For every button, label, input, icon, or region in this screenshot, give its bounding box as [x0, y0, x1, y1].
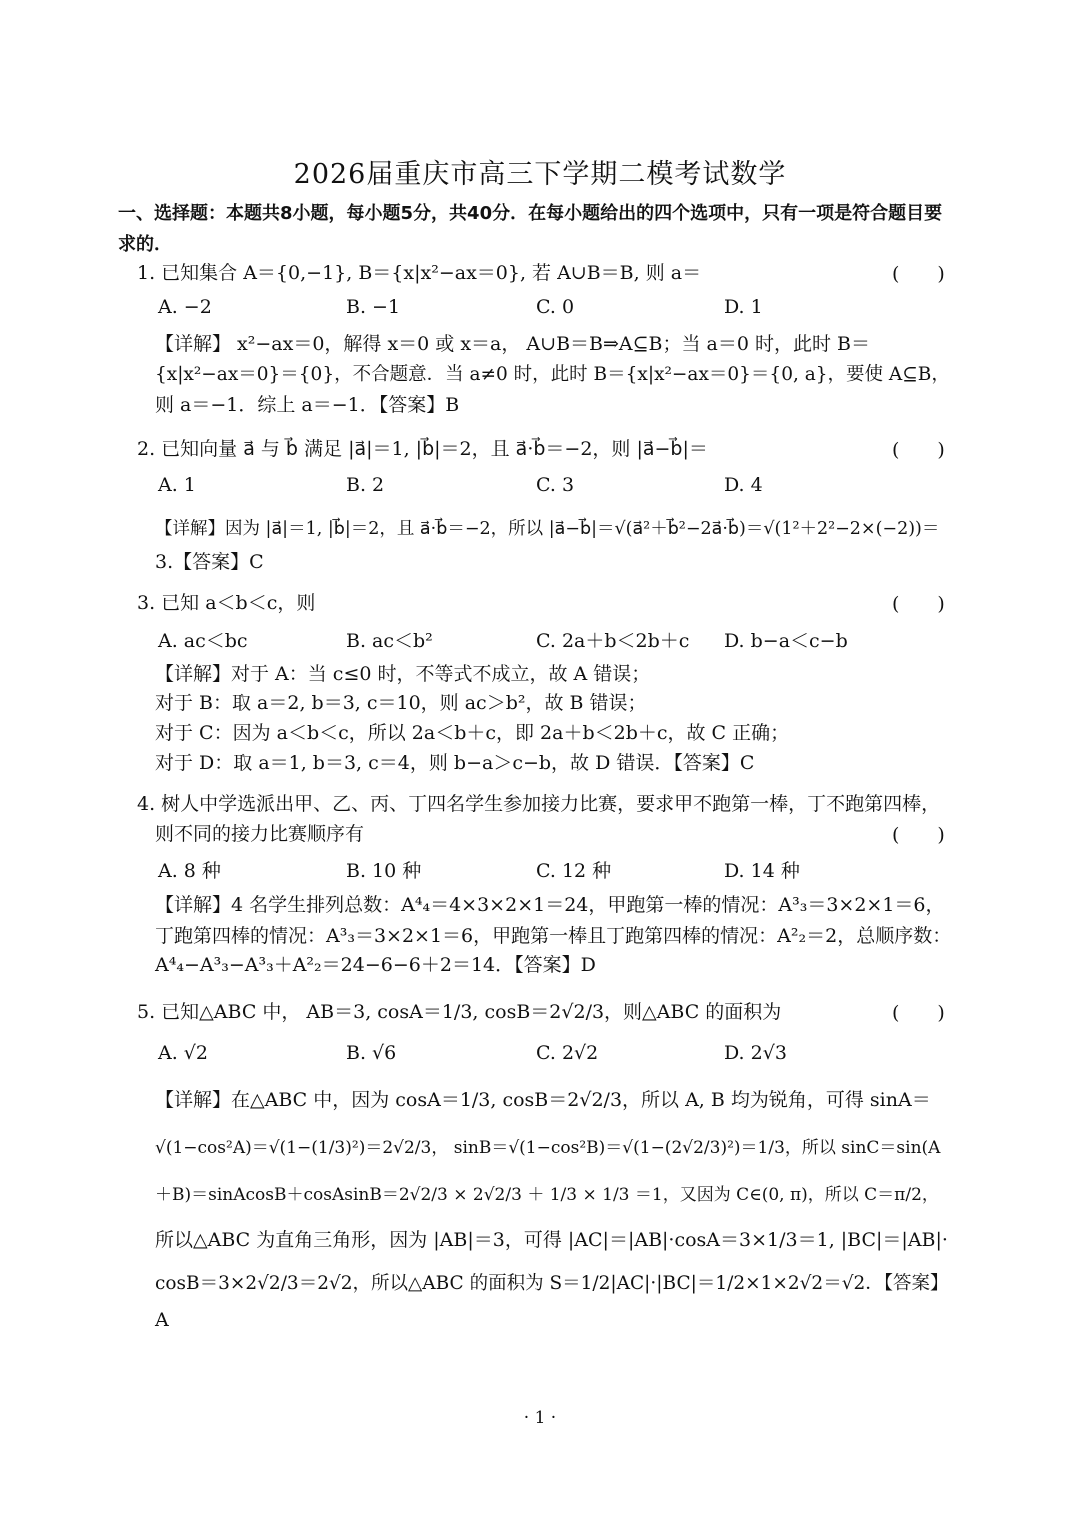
q3-answer-blank: ( ): [892, 593, 945, 615]
q3-explain-line: 对于 B：取 a＝2, b＝3, c＝10，则 ac＞b²，故 B 错误；: [155, 692, 647, 714]
q2-answer-blank: ( ): [892, 439, 945, 461]
q4-option-c: C. 12 种: [536, 860, 612, 882]
page-title: 2026届重庆市高三下学期二模考试数学: [293, 159, 787, 190]
q2-option-b: B. 2: [346, 474, 385, 496]
q5-explain-line: A: [155, 1309, 169, 1331]
q3-option-c: C. 2a＋b＜2b＋c: [536, 630, 690, 652]
q2-option-a: A. 1: [158, 474, 196, 496]
page-number: · 1 ·: [523, 1408, 557, 1428]
q3-stem: 3. 已知 a＜b＜c，则: [137, 592, 316, 614]
q5-explain-line: cosB＝3×2√2/3＝2√2，所以△ABC 的面积为 S＝1/2|AC|·|BC|＝1/2×1×2√2＝√2．【答案】: [155, 1273, 949, 1294]
q5-option-c: C. 2√2: [536, 1042, 599, 1064]
q4-option-d: D. 14 种: [724, 860, 800, 882]
q2-stem: 2. 已知向量 a⃗ 与 b⃗ 满足 |a⃗|＝1, |b⃗|＝2，且 a⃗·b⃗＝−2，则 |a⃗−b⃗|＝: [137, 438, 708, 460]
q3-explain-line: 【详解】对于 A：当 c≤0 时，不等式不成立，故 A 错误；: [155, 663, 651, 685]
q1-explain-line: {x|x²−ax＝0}＝{0}，不合题意．当 a≠0 时，此时 B＝{x|x²−ax＝0}＝{0, a}，要使 A⊆B，: [155, 364, 950, 385]
q5-option-a: A. √2: [158, 1042, 208, 1064]
q3-option-b: B. ac＜b²: [346, 630, 433, 652]
q2-option-d: D. 4: [724, 474, 763, 496]
q4-explain-line: A⁴₄−A³₃−A³₃＋A²₂＝24−6−6＋2＝14．【答案】D: [155, 954, 596, 976]
q5-stem: 5. 已知△ABC 中， AB＝3, cosA＝1/3, cosB＝2√2/3，则△ABC 的面积为: [137, 1001, 782, 1023]
q2-explain-line: 3.【答案】C: [155, 551, 264, 573]
q1-explain-line: 则 a＝−1．综上 a＝−1．【答案】B: [155, 394, 460, 416]
q5-explain-line: ＋B)＝sinAcosB＋cosAsinB＝2√2/3 × 2√2/3 ＋ 1/3 × 1/3 ＝1，又因为 C∈(0, π)，所以 C＝π/2，: [155, 1185, 939, 1205]
q1-option-a: A. −2: [158, 296, 212, 318]
q2-explain-line: 【详解】因为 |a⃗|＝1, |b⃗|＝2，且 a⃗·b⃗＝−2，所以 |a⃗−b⃗|＝√(a⃗²＋b⃗²−2a⃗·b⃗)＝√(1²＋2²−2×(−2))＝: [155, 519, 940, 539]
q4-option-b: B. 10 种: [346, 860, 422, 882]
q5-answer-blank: ( ): [892, 1002, 945, 1024]
q2-option-c: C. 3: [536, 474, 575, 496]
q3-option-d: D. b−a＜c−b: [724, 630, 848, 652]
q1-option-c: C. 0: [536, 296, 575, 318]
q5-option-d: D. 2√3: [724, 1042, 787, 1064]
q3-option-a: A. ac＜bc: [158, 630, 248, 652]
section-heading: 一、选择题：本题共8小题，每小题5分，共40分．在每小题给出的四个选项中，只有一项是符合题目要求的．: [118, 203, 943, 255]
q4-stem-line: 则不同的接力比赛顺序有: [155, 823, 365, 845]
q1-option-d: D. 1: [724, 296, 763, 318]
q5-explain-line: √(1−cos²A)＝√(1−(1/3)²)＝2√2/3， sinB＝√(1−cos²B)＝√(1−(2√2/3)²)＝1/3，所以 sinC＝sin(A: [155, 1138, 941, 1158]
q4-explain-line: 【详解】4 名学生排列总数：A⁴₄＝4×3×2×1＝24，甲跑第一棒的情况：A³₃＝3×2×1＝6，: [155, 894, 945, 916]
q5-option-b: B. √6: [346, 1042, 397, 1064]
q3-explain-line: 对于 C：因为 a＜b＜c，所以 2a＜b＋c，即 2a＋b＜2b＋c，故 C 正确；: [155, 722, 790, 744]
q3-explain-line: 对于 D：取 a＝1, b＝3, c＝4，则 b−a＞c−b，故 D 错误．【答案】C: [155, 752, 755, 774]
q1-stem: 1. 已知集合 A＝{0,−1}, B＝{x|x²−ax＝0}, 若 A∪B＝B, 则 a＝: [137, 262, 702, 284]
q5-explain-line: 所以△ABC 为直角三角形，因为 |AB|＝3，可得 |AC|＝|AB|·cosA＝3×1/3＝1, |BC|＝|AB|·: [155, 1229, 948, 1251]
q4-stem-line: 4. 树人中学选派出甲、乙、丙、丁四名学生参加接力比赛，要求甲不跑第一棒，丁不跑第四棒，: [137, 793, 941, 815]
q1-answer-blank: ( ): [892, 263, 945, 285]
q4-explain-line: 丁跑第四棒的情况：A³₃＝3×2×1＝6，甲跑第一棒且丁跑第四棒的情况：A²₂＝2，总顺序数：: [155, 925, 952, 947]
q1-option-b: B. −1: [346, 296, 401, 318]
q5-explain-line: 【详解】在△ABC 中，因为 cosA＝1/3, cosB＝2√2/3，所以 A, B 均为锐角，可得 sinA＝: [155, 1089, 931, 1111]
q4-answer-blank: ( ): [892, 824, 945, 846]
q1-explain-line: 【详解】 x²−ax＝0，解得 x＝0 或 x＝a， A∪B＝B⇒A⊆B；当 a＝0 时，此时 B＝: [155, 333, 871, 355]
q4-option-a: A. 8 种: [158, 860, 221, 882]
